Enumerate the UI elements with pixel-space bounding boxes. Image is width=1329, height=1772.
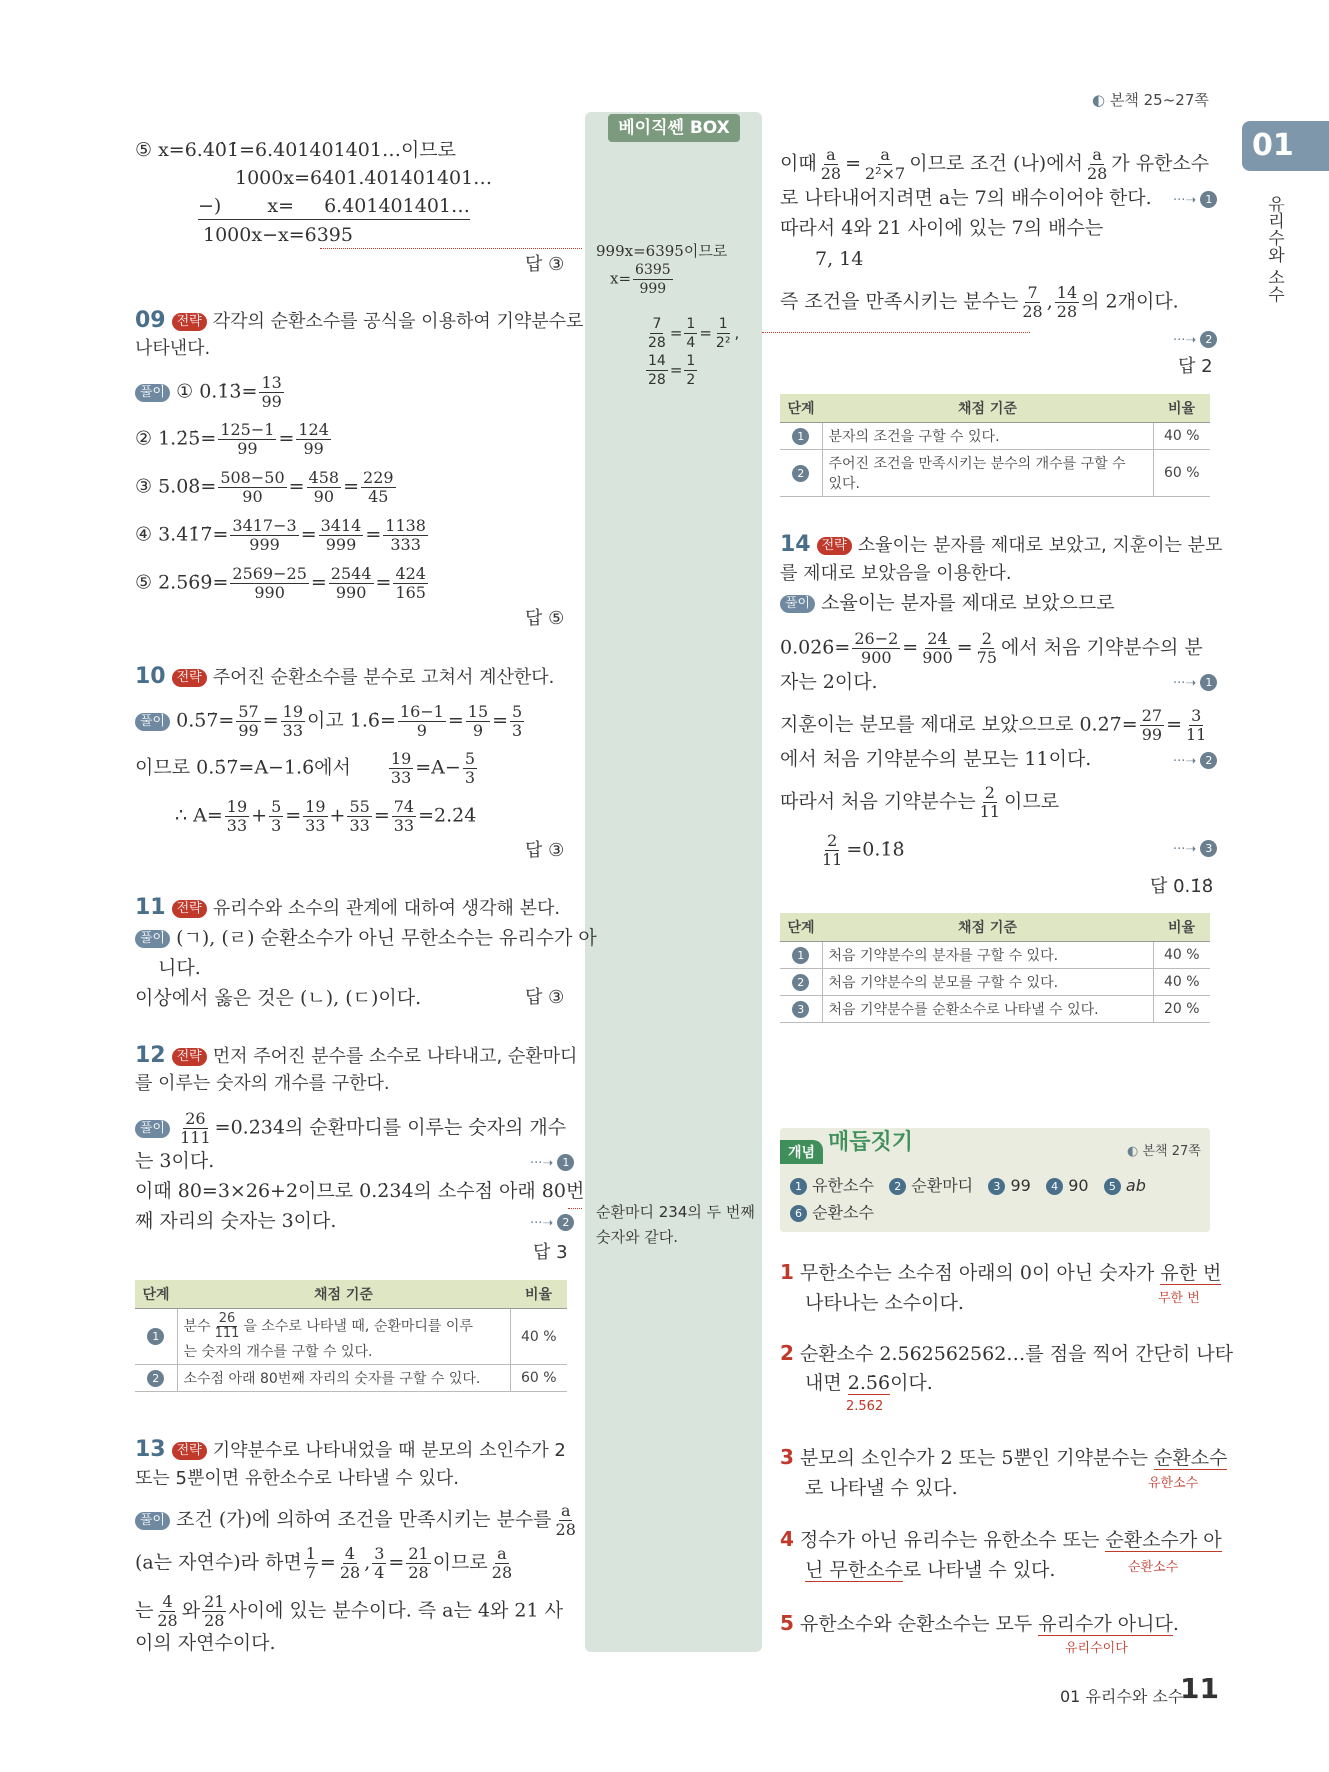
q14-line-1: 풀이 소율이는 분자를 제대로 보았으므로 [780,590,1115,616]
q09-answer: 답 ⑤ [525,608,565,629]
q10-line-2: 이므로 0.5̇7̇=A−1.6̇에서 $\frac{19}{33}$ =A− $\frac{5}{3}$ [135,749,476,787]
ox-item-2: 2 순환소수 2.562562562…를 점을 찍어 간단히 나타 [780,1341,1233,1365]
q13-strategy: 13 전략 기약분수로 나타내었을 때 분모의 소인수가 2 [135,1437,566,1462]
step-marker-2: ···➝ 2 [530,1212,574,1231]
q12-answer: 답 3 [533,1242,568,1263]
ox-item-5: 5 유한소수와 순환소수는 모두 유리수가 아니다. [780,1611,1179,1635]
q09-strategy: 09 전략 각각의 순환소수를 공식을 이용하여 기약분수로 [135,308,584,333]
table-header: 채점 기준 [822,394,1153,423]
q10-answer: 답 ③ [525,840,565,861]
connector [320,248,582,249]
basic-box-title: 베이직쎈 BOX [608,114,740,142]
table-row: 1 분수 $\frac{26}{111}$ 을 소수로 나타낼 때, 순환마디를 이루 는 숫자의 개수를 구할 수 있다. 40 % [135,1309,567,1365]
q09-row-5: ⑤ 2.56̇9̇= $\frac{2569-25}{990}$ = $\frac{2544}{990}$ = $\frac{424}{165}$ [135,564,426,602]
table-row: 2 주어진 조건을 만족시키는 분수의 개수를 구할 수 있다. 60 % [780,450,1210,497]
q11-strategy: 11 전략 유리수와 소수의 관계에 대하여 생각해 본다. [135,895,561,920]
table-header: 비율 [510,1280,567,1309]
chapter-tab: 01 [1242,121,1329,171]
q13-line-4: 이의 자연수이다. [135,1632,276,1654]
connector [568,1208,582,1209]
q10-line-3: ∴ A= $\frac{19}{33}$ + $\frac{5}{3}$ = $\frac{19}{33}$ + $\frac{55}{33}$ = $\frac{74}{33}$ =2.2̇4̇ [175,797,477,835]
q13-grading-table [780,394,1210,497]
concept-answers: 1 유한소수 2 순환마디 3 99 4 90 5 ab 6 순환소수 [790,1172,1190,1226]
q12-line-2: 는 3이다. [135,1150,215,1172]
q09-row-2: ② 1.2̇5̇= $\frac{125-1}{99}$ = $\frac{124}{99}$ [135,420,329,458]
q13-strategy-2: 또는 5뿐이면 유한소수로 나타낼 수 있다. [135,1468,459,1489]
q08-line-1: ⑤ x=6.40̇1̇=6.401401401…이므로 [135,139,457,161]
q09-row-1: 풀이 ① 0.1̇3̇= $\frac{13}{99}$ [135,374,286,411]
q12-strategy-2: 를 이루는 숫자의 개수를 구한다. [135,1073,390,1094]
q13-right-5: 즉 조건을 만족시키는 분수는 $\frac{7}{28}$ , $\frac{14}{28}$ 의 2개이다. [780,283,1179,321]
q14-line-4: 지훈이는 분모를 제대로 보았으므로 0.2̇7̇= $\frac{27}{99}$ = $\frac{3}{11}$ [780,706,1207,744]
q09-strategy-2: 나타낸다. [135,338,211,359]
q11-line-3: 이상에서 옳은 것은 (ㄴ), (ㄷ)이다. [135,987,422,1009]
q11-answer: 답 ③ [525,987,565,1008]
q14-line-7: $\frac{2}{11}$ =0.1̇8̇ [822,831,905,869]
q12-line-3: 이때 80=3×26+2이므로 0.2̇34̇의 소수점 아래 80번 [135,1180,585,1202]
q13-right-1: 이때 $\frac{a}{28}$ = $\frac{a}{\text{2²×7}}$ 이므로 조건 (나)에서 $\frac{a}{28}$ 가 유한소수 [780,145,1210,183]
book-ref: ◐ 본책 25~27쪽 [1092,91,1209,109]
table-row: 1 분자의 조건을 구할 수 있다. 40 % [780,423,1210,450]
page-number: 11 [1180,1672,1219,1705]
step-marker-2: ···➝ 2 [1173,329,1217,348]
step-marker-2: ···➝ 2 [1173,750,1217,769]
ox-correction-1: 무한 번 [1158,1291,1200,1306]
step-marker-1: ···➝ 1 [1173,189,1217,208]
q14-answer: 답 0.1̇8̇ [1150,876,1214,897]
q12-strategy: 12 전략 먼저 주어진 분수를 소수로 나타내고, 순환마디 [135,1043,578,1068]
q14-line-6: 따라서 처음 기약분수는 $\frac{2}{11}$ 이므로 [780,783,1060,821]
step-marker-1: ···➝ 1 [530,1152,574,1171]
step-marker-1: ···➝ 1 [1173,672,1217,691]
concept-title: 매듭짓기 [828,1130,914,1155]
ox-correction-4: 순환소수 [1128,1560,1179,1575]
footer-chapter: 01 유리수와 소수 [1060,1687,1184,1706]
book-icon: ◐ [1127,1144,1139,1159]
q13-line-2: (a는 자연수)라 하면 $\frac{1}{7}$ = $\frac{4}{28}$ , $\frac{3}{4}$ = $\frac{21}{28}$ 이므로 $\frac{a}{28}$ [135,1544,513,1582]
ox-item-4-cont: 닌 무한소수로 나타낼 수 있다. [805,1559,1056,1581]
table-header: 비율 [1153,913,1210,942]
q13-answer: 답 2 [1178,356,1213,377]
table-header: 채점 기준 [822,913,1153,942]
table-row: 1 처음 기약분수의 분자를 구할 수 있다. 40 % [780,942,1210,969]
ox-correction-2: 2.5̇6̇2̇ [846,1399,884,1414]
q11-line-1: 풀이 (ㄱ), (ㄹ) 순환소수가 아닌 무한소수는 유리수가 아 [135,925,597,951]
connector [762,332,1030,333]
ox-item-2-cont: 내면 2.5̇6̇이다. [805,1372,933,1394]
box-note-1: 999x=6395이므로 x= $\frac{6395}{999}$ [596,242,728,297]
table-row: 2 처음 기약분수의 분모를 구할 수 있다. 40 % [780,969,1210,996]
q10-strategy: 10 전략 주어진 순환소수를 분수로 고쳐서 계산한다. [135,664,555,689]
concept-ref: ◐ 본책 27쪽 [1127,1144,1201,1159]
q13-line-3: 는 $\frac{4}{28}$ 와 $\frac{21}{28}$ 사이에 있는 분수이다. 즉 a는 4와 21 사 [135,1592,563,1630]
ox-item-1: 1 무한소수는 소수점 아래의 0이 아닌 숫자가 유한 번 [780,1260,1222,1284]
ox-item-3-cont: 로 나타낼 수 있다. [805,1477,958,1499]
ox-correction-3: 유한소수 [1148,1476,1199,1491]
q09-row-4: ④ 3.41̇7̇= $\frac{3417-3}{999}$ = $\frac{3414}{999}$ = $\frac{1138}{333}$ [135,516,426,554]
box-note-3: 순환마디 234의 두 번째 숫자와 같다. [596,1203,755,1246]
table-row: 2 소수점 아래 80번째 자리의 숫자를 구할 수 있다. 60 % [135,1365,567,1392]
q08-line-2: 1000x=6401.401401401… [235,167,493,189]
concept-label: 개념 [780,1140,823,1164]
table-header: 비율 [1153,394,1210,423]
ox-item-1-cont: 나타나는 소수이다. [805,1292,964,1314]
chapter-side-label: 유리수와 소수 [1264,195,1284,303]
box-note-2: $\frac{7}{28}$ = $\frac{1}{4}$ = $\frac{1}{\text{2²}}$ , $\frac{14}{28}$ = $\frac{1}{2}$ [648,316,740,388]
q13-right-4: 7, 14 [815,248,864,270]
q11-line-2: 니다. [158,957,201,979]
q14-line-3: 자는 2이다. [780,671,878,693]
q09-row-3: ③ 5.08̇= $\frac{508-50}{90}$ = $\frac{458}{90}$ = $\frac{229}{45}$ [135,468,394,506]
book-icon: ◐ [1092,91,1106,109]
table-header: 채점 기준 [177,1280,510,1309]
q10-line-1: 풀이 0.5̇7̇= $\frac{57}{99}$ = $\frac{19}{33}$ 이고 1.6̇= $\frac{16-1}{9}$ = $\frac{15}{9}$ = $\frac{5}{3}$ [135,703,526,740]
q08-line-3: −) x= 6.401401401… [198,193,470,220]
q13-right-2: 로 나타내어지려면 a는 7의 배수이어야 한다. [780,187,1152,209]
table-header: 단계 [780,913,822,942]
table-header: 단계 [780,394,822,423]
step-marker-3: ···➝ 3 [1173,838,1217,857]
table-header: 단계 [135,1280,177,1309]
q13-line-1: 풀이 조건 (가)에 의하여 조건을 만족시키는 분수를 $\frac{a}{28}$ [135,1502,580,1539]
ox-item-3: 3 분모의 소인수가 2 또는 5뿐인 기약분수는 순환소수 [780,1445,1228,1469]
q13-right-3: 따라서 4와 21 사이에 있는 7의 배수는 [780,217,1104,239]
table-row: 3 처음 기약분수를 순환소수로 나타낼 수 있다. 20 % [780,996,1210,1023]
q08-line-4: 1000x−x=6395 [203,224,353,246]
ox-item-4: 4 정수가 아닌 유리수는 유한소수 또는 순환소수가 아 [780,1527,1222,1551]
q14-strategy-2: 를 제대로 보았음을 이용한다. [780,563,1012,584]
q12-grading-table [135,1280,567,1392]
q14-strategy: 14 전략 소율이는 분자를 제대로 보았고, 지훈이는 분모 [780,532,1223,557]
q12-line-4: 째 자리의 숫자는 3이다. [135,1210,337,1232]
q12-line-1: 풀이 $\frac{26}{111}$ =0.2̇34̇의 순환마디를 이루는 숫자의 개수 [135,1110,566,1147]
q08-answer: 답 ③ [525,254,565,275]
q14-line-5: 에서 처음 기약분수의 분모는 11이다. [780,748,1092,770]
q14-grading-table [780,913,1210,1023]
q14-line-2: 0.02̇6̇= $\frac{26-2}{900}$ = $\frac{24}{900}$ = $\frac{2}{75}$ 에서 처음 기약분수의 분 [780,629,1203,667]
ox-correction-5: 유리수이다 [1065,1641,1128,1656]
